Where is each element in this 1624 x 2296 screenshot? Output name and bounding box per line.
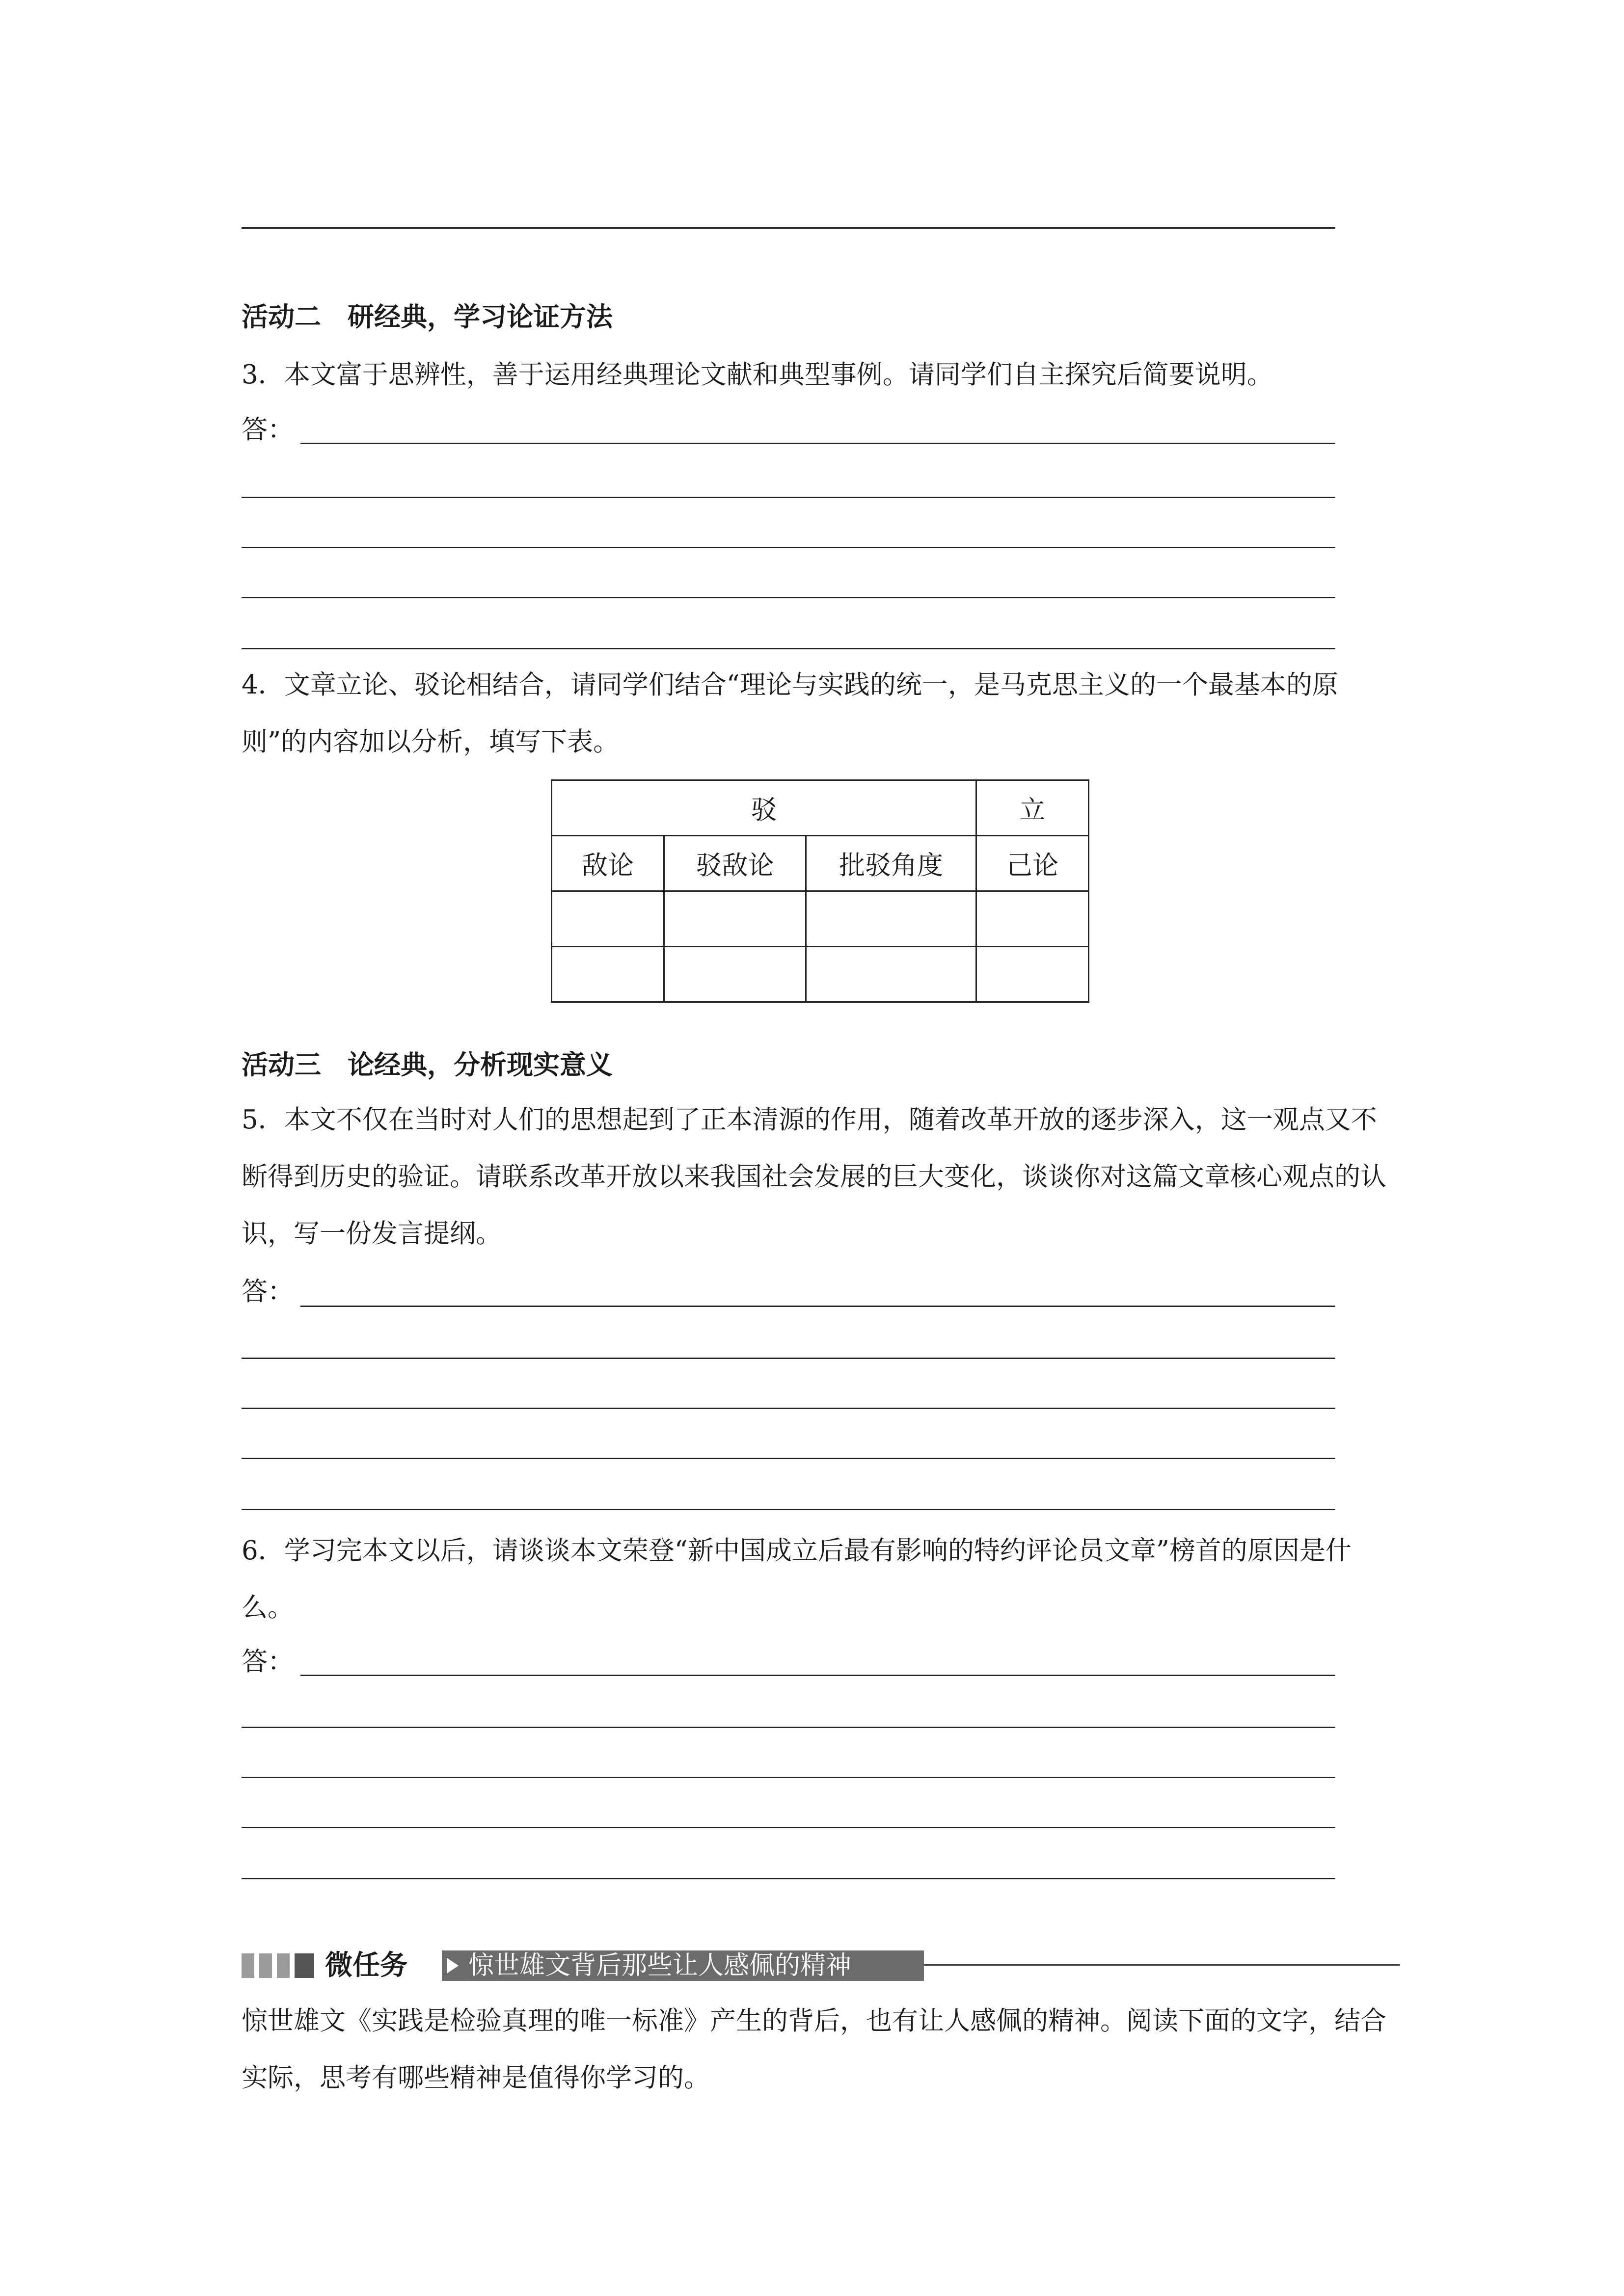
answer-line[interactable] xyxy=(242,547,1335,548)
answer-line[interactable] xyxy=(300,1675,1335,1676)
fill-in-table xyxy=(551,779,1089,1003)
table-col-bodilun: 驳敌论 xyxy=(664,836,806,891)
table-cell[interactable] xyxy=(976,891,1089,947)
question-5: 5．本文不仅在当时对人们的思想起到了正本清源的作用，随着改革开放的逐步深入，这一观点又不断得到历史的验证。请联系改革开放以来我国社会发展的巨大变化，谈谈你对这篇文章核心观点的认识，写一份发言提纲。 xyxy=(242,1105,1386,1249)
answer-label: 答： xyxy=(242,1647,294,1677)
answer-line[interactable] xyxy=(242,597,1335,598)
table-col-jilun: 己论 xyxy=(976,836,1089,891)
banner-rule xyxy=(924,1964,1400,1966)
answer-line[interactable] xyxy=(242,1458,1335,1459)
answer-label: 答： xyxy=(242,1277,294,1307)
micro-task-body: 惊世雄文《实践是检验真理的唯一标准》产生的背后，也有让人感佩的精神。阅读下面的文字，结合实际，思考有哪些精神是值得你学习的。 xyxy=(242,2006,1386,2093)
micro-task-label: 微任务 xyxy=(325,1949,407,1981)
play-arrow-icon xyxy=(447,1958,459,1974)
answer-line xyxy=(242,227,1335,229)
decorative-block xyxy=(277,1953,290,1978)
micro-task-tag-text: 惊世雄文背后那些让人感佩的精神 xyxy=(468,1951,852,1980)
answer-line[interactable] xyxy=(242,648,1335,649)
answer-line[interactable] xyxy=(300,443,1335,444)
micro-task-banner xyxy=(242,1949,1400,1982)
answer-line[interactable] xyxy=(242,1358,1335,1359)
answer-line[interactable] xyxy=(242,1878,1335,1879)
table-cell[interactable] xyxy=(806,891,976,947)
table-cell[interactable] xyxy=(976,947,1089,1002)
question-4: 4．文章立论、驳论相结合，请同学们结合“理论与实践的统一，是马克思主义的一个最基本的原则”的内容加以分析，填写下表。 xyxy=(242,670,1338,757)
answer-line[interactable] xyxy=(242,1509,1335,1510)
answer-line[interactable] xyxy=(242,497,1335,498)
table-col-dilun: 敌论 xyxy=(552,836,664,891)
table-header-bo: 驳 xyxy=(552,780,976,836)
answer-line[interactable] xyxy=(242,1727,1335,1728)
question-3: 3．本文富于思辨性，善于运用经典理论文献和典型事例。请同学们自主探究后简要说明。 xyxy=(242,360,1273,390)
table-header-li: 立 xyxy=(976,780,1089,836)
answer-label: 答： xyxy=(242,415,294,445)
table-col-angle: 批驳角度 xyxy=(806,836,976,891)
micro-task-tag xyxy=(442,1950,924,1981)
decorative-block xyxy=(242,1953,254,1978)
question-6: 6．学习完本文以后，请谈谈本文荣登“新中国成立后最有影响的特约评论员文章”榜首的原因是什么。 xyxy=(242,1536,1352,1623)
activity-heading: 活动二 研经典，学习论证方法 xyxy=(242,301,613,332)
table-cell[interactable] xyxy=(552,891,664,947)
answer-line[interactable] xyxy=(242,1777,1335,1778)
answer-line[interactable] xyxy=(300,1306,1335,1307)
decorative-block xyxy=(259,1953,272,1978)
table-cell[interactable] xyxy=(664,891,806,947)
answer-line[interactable] xyxy=(242,1408,1335,1409)
table-cell[interactable] xyxy=(664,947,806,1002)
answer-line[interactable] xyxy=(242,1827,1335,1828)
decorative-block xyxy=(295,1953,314,1978)
table-cell[interactable] xyxy=(806,947,976,1002)
activity-heading: 活动三 论经典，分析现实意义 xyxy=(242,1049,613,1080)
table-cell[interactable] xyxy=(552,947,664,1002)
